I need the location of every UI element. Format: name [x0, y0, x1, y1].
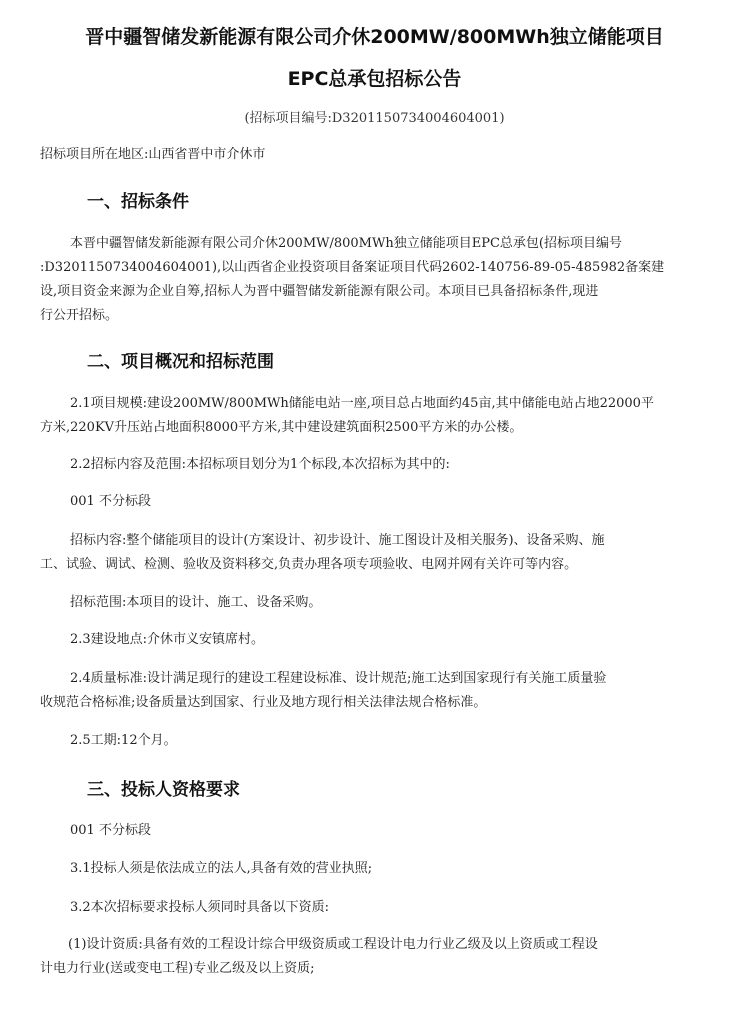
paragraph-line: 招标内容:整个储能项目的设计(方案设计、初步设计、施工图设计及相关服务)、设备采购、施: [70, 533, 605, 548]
paragraph-line: 2.2招标内容及范围:本招标项目划分为1个标段,本次招标为其中的:: [70, 457, 450, 472]
paragraph-line: 计电力行业(送或变电工程)专业乙级及以上资质;: [40, 961, 315, 976]
paragraph-line: (1)设计资质:具备有效的工程设计综合甲级资质或工程设计电力行业乙级及以上资质或工程设: [68, 937, 598, 952]
paragraph-line: 本晋中疆智储发新能源有限公司介休200MW/800MWh独立储能项目EPC总承包(招标项目编号: [70, 236, 622, 251]
page-title-line-1: 晋中疆智储发新能源有限公司介休200MW/800MWh独立储能项目: [85, 26, 664, 48]
page-title-line-2: EPC总承包招标公告: [287, 68, 462, 90]
project-scale-paragraph: [40, 392, 712, 440]
paragraph-line: 001 不分标段: [70, 494, 151, 509]
project-number: (招标项目编号:D3201150734004604001): [244, 111, 505, 126]
paragraph-line: 2.5工期:12个月。: [70, 733, 177, 748]
paragraph-line: 设,项目资金来源为企业自筹,招标人为晋中疆智储发新能源有限公司。本项目已具备招标条件,现进: [40, 284, 599, 299]
paragraph-line: 2.1项目规模:建设200MW/800MWh储能电站一座,项目总占地面约45亩,其中储能电站占地22000平: [70, 396, 654, 411]
conditions-paragraph: [40, 232, 712, 328]
paragraph-line: 001 不分标段: [70, 823, 151, 838]
paragraph-line: 2.3建设地点:介休市义安镇席村。: [70, 632, 265, 647]
paragraph-line: 行公开招标。: [40, 308, 119, 323]
bid-content-paragraph: [40, 529, 712, 577]
paragraph-line: 2.4质量标准:设计满足现行的建设工程建设标准、设计规范;施工达到国家现行有关施工质量验: [70, 671, 607, 686]
qualification-intro-paragraph: [40, 896, 712, 920]
paragraph-line: 工、试验、调试、检测、验收及资料移交,负责办理各项专项验收、电网并网有关许可等内容。: [40, 557, 578, 572]
bid-scope-paragraph: [40, 591, 712, 615]
legal-entity-paragraph: [40, 857, 712, 881]
section-heading-qualifications: 三、投标人资格要求: [87, 780, 240, 800]
lot-label: [40, 819, 712, 843]
paragraph-line: 收规范合格标准;设备质量达到国家、行业及地方现行相关法律法规合格标准。: [40, 695, 487, 710]
paragraph-line: 3.1投标人须是依法成立的法人,具备有效的营业执照;: [70, 861, 373, 876]
construction-site-paragraph: [40, 628, 712, 652]
paragraph-line: :D3201150734004604001),以山西省企业投资项目备案证项目代码2602-140756-89-05-485982备案建: [40, 260, 665, 275]
section-heading-overview: 二、项目概况和招标范围: [87, 352, 274, 372]
lot-label: [40, 490, 712, 514]
design-qualification-paragraph: [40, 933, 712, 981]
bid-content-scope-paragraph: [40, 453, 712, 477]
section-heading-conditions: 一、招标条件: [87, 192, 189, 212]
paragraph-line: 方米,220KV升压站占地面积8000平方米,其中建设建筑面积2500平方米的办公楼。: [40, 420, 523, 435]
paragraph-line: 3.2本次招标要求投标人须同时具备以下资质:: [70, 900, 330, 915]
quality-standard-paragraph: [40, 667, 712, 715]
project-region: 招标项目所在地区:山西省晋中市介休市: [40, 147, 266, 162]
paragraph-line: 招标范围:本项目的设计、施工、设备采购。: [70, 595, 322, 610]
duration-paragraph: [40, 729, 712, 753]
